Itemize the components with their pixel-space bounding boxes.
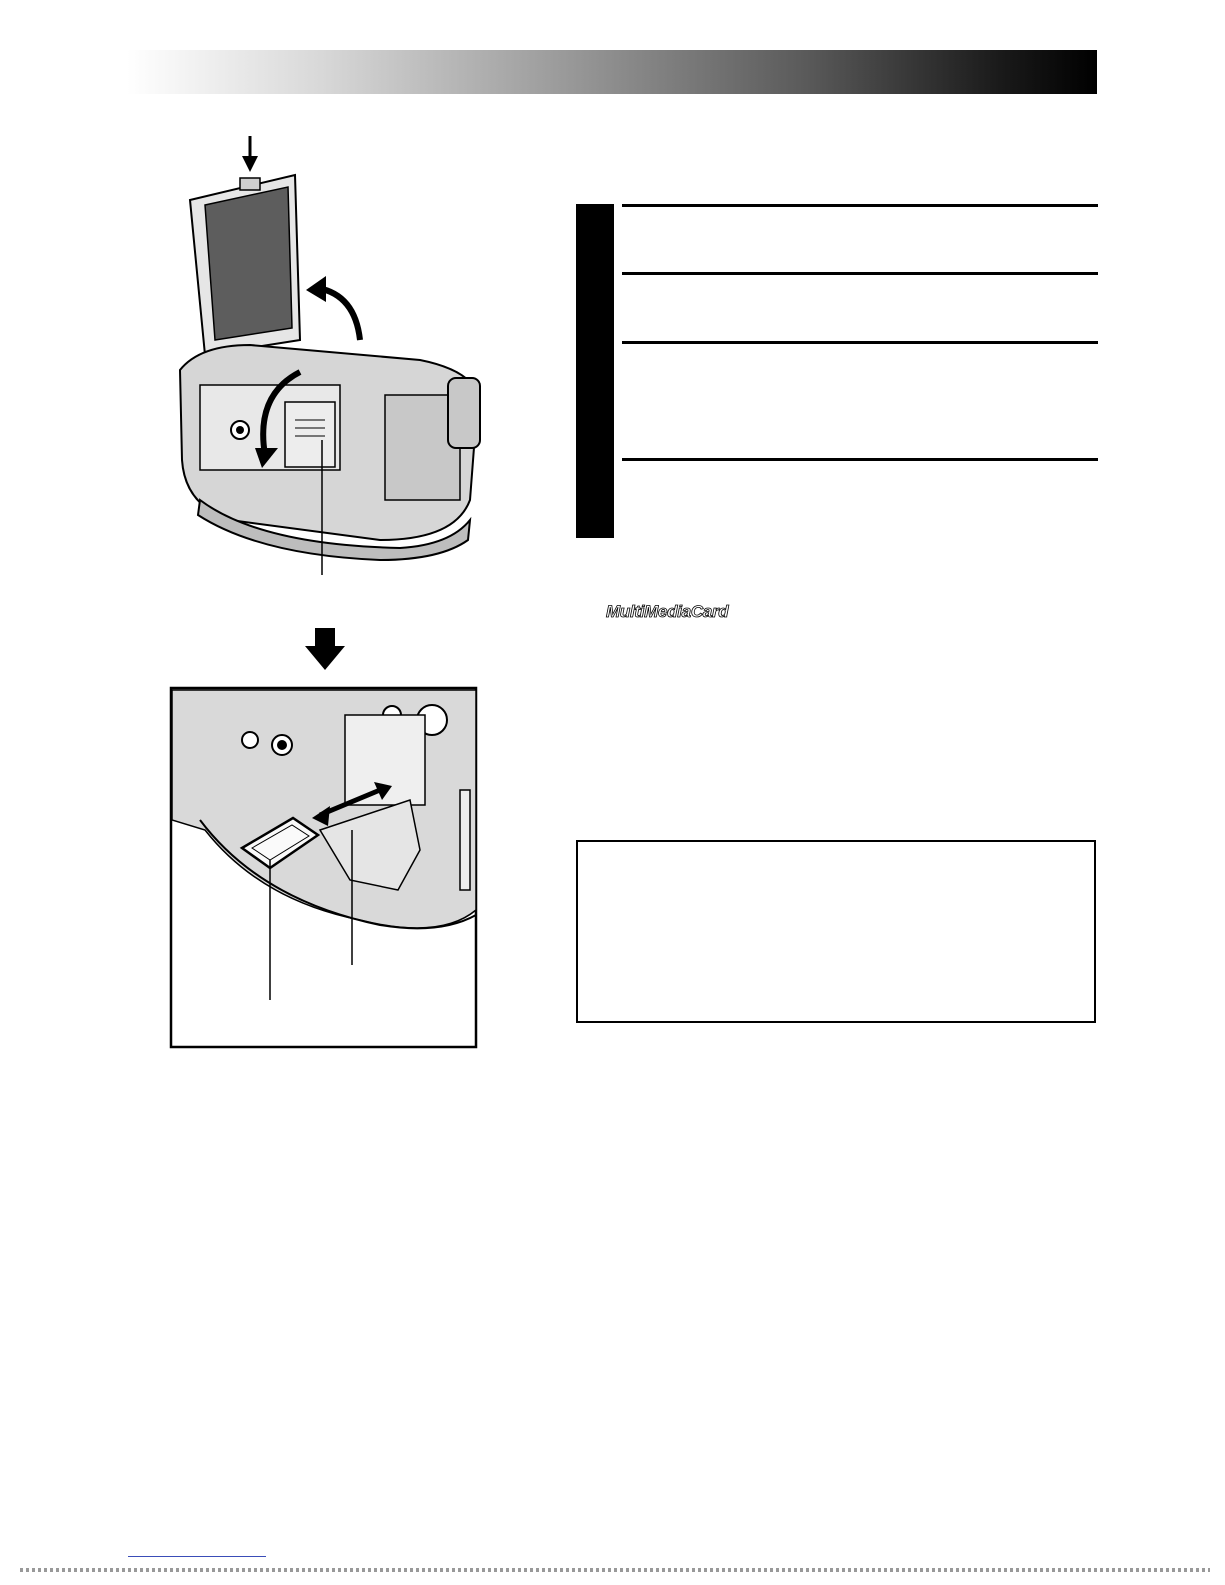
footer-dotted-rule: [20, 1568, 1210, 1572]
note-box: [576, 840, 1096, 1023]
step-rule-1: [622, 204, 1098, 207]
arrow-down-icon: [305, 628, 345, 670]
step-rule-2: [622, 272, 1098, 275]
multimediacard-logo: MultiMediaCard: [606, 602, 729, 621]
footer-link-underline[interactable]: [128, 1556, 266, 1557]
step-rule-4: [622, 458, 1098, 461]
camcorder-body-icon: [180, 345, 480, 560]
step-rule-3: [622, 341, 1098, 344]
step-marker-block: [576, 204, 614, 538]
card-slot-inset: [171, 688, 476, 1047]
lcd-monitor-icon: [190, 175, 300, 355]
push-arrow-icon: [242, 136, 258, 172]
